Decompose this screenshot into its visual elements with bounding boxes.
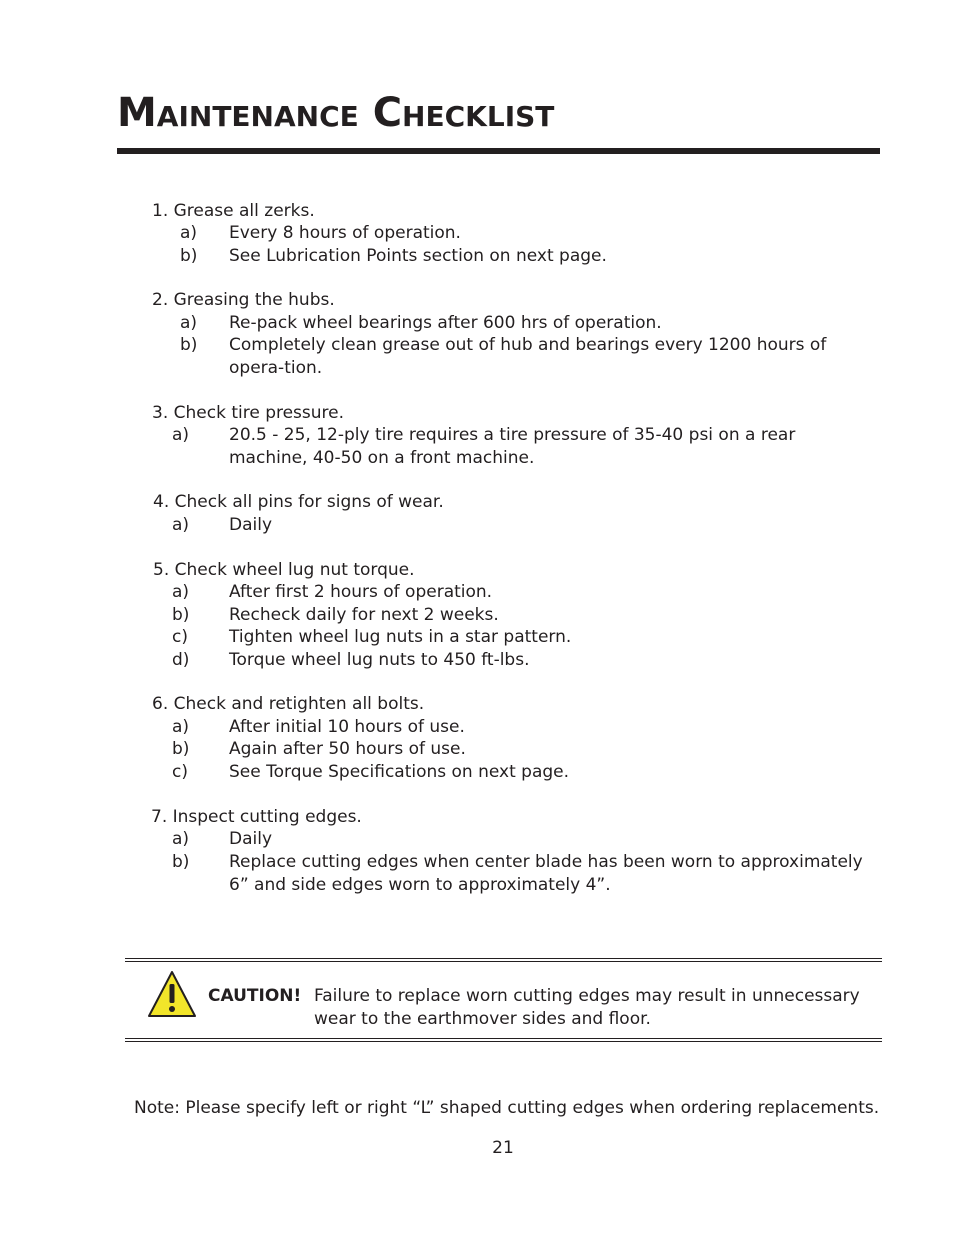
checklist-item-heading: 3. Check tire pressure. xyxy=(152,403,345,423)
subitem-text: Re-pack wheel bearings after 600 hrs of operation. xyxy=(229,313,662,333)
checklist-item-heading: 7. Inspect cutting edges. xyxy=(151,807,362,827)
subitem-text: See Lubrication Points section on next page. xyxy=(229,246,607,266)
page-title: Maintenance Checklist xyxy=(117,90,555,136)
subitem-letter: b) xyxy=(172,605,190,625)
subitem-letter: a) xyxy=(172,717,190,737)
subitem-letter: a) xyxy=(172,582,190,602)
checklist-item-heading: 1. Grease all zerks. xyxy=(152,201,315,221)
subitem-text: 20.5 - 25, 12-ply tire requires a tire pressure of 35-40 psi on a rear machine, 40-50 on a front machine. xyxy=(229,425,796,468)
subitem-letter: d) xyxy=(172,650,190,670)
caution-top-rule xyxy=(125,958,882,962)
subitem-text: After initial 10 hours of use. xyxy=(229,717,465,737)
subitem-text: Recheck daily for next 2 weeks. xyxy=(229,605,499,625)
checklist-item-heading: 6. Check and retighten all bolts. xyxy=(152,694,425,714)
subitem-text: Replace cutting edges when center blade has been worn to approximately 6” and side edges worn to approximately 4”. xyxy=(229,852,863,895)
subitem-letter: a) xyxy=(172,425,190,445)
subitem-letter: a) xyxy=(172,829,190,849)
subitem-text: Daily xyxy=(229,829,273,849)
subitem-text: Every 8 hours of operation. xyxy=(229,223,461,243)
subitem-letter: a) xyxy=(180,313,198,333)
subitem-text: Again after 50 hours of use. xyxy=(229,739,466,759)
subitem-text: Daily xyxy=(229,515,273,535)
caution-text: Failure to replace worn cutting edges may result in unnecessary wear to the earthmover sides and floor. xyxy=(314,986,860,1029)
subitem-text: See Torque Specifications on next page. xyxy=(229,762,570,782)
subitem-text: After first 2 hours of operation. xyxy=(229,582,493,602)
subitem-letter: a) xyxy=(172,515,190,535)
ordering-note: Note: Please specify left or right “L” shaped cutting edges when ordering replacements. xyxy=(134,1098,880,1118)
subitem-text: Torque wheel lug nuts to 450 ft-lbs. xyxy=(229,650,530,670)
subitem-letter: c) xyxy=(172,762,188,782)
warning-triangle-icon xyxy=(147,970,197,1018)
subitem-letter: b) xyxy=(172,739,190,759)
checklist-item-heading: 4. Check all pins for signs of wear. xyxy=(153,492,444,512)
subitem-text: Tighten wheel lug nuts in a star pattern. xyxy=(229,627,572,647)
subitem-letter: b) xyxy=(180,246,198,266)
caution-label: CAUTION! xyxy=(208,986,302,1006)
subitem-text: Completely clean grease out of hub and bearings every 1200 hours of opera-tion. xyxy=(229,335,827,378)
subitem-letter: c) xyxy=(172,627,188,647)
caution-callout xyxy=(125,958,882,1042)
caution-bottom-rule xyxy=(125,1038,882,1042)
subitem-letter: b) xyxy=(172,852,190,872)
subitem-letter: b) xyxy=(180,335,198,355)
checklist-item-heading: 5. Check wheel lug nut torque. xyxy=(153,560,415,580)
checklist-item-heading: 2. Greasing the hubs. xyxy=(152,290,335,310)
subitem-letter: a) xyxy=(180,223,198,243)
title-divider xyxy=(117,148,880,154)
page-number: 21 xyxy=(492,1138,514,1158)
